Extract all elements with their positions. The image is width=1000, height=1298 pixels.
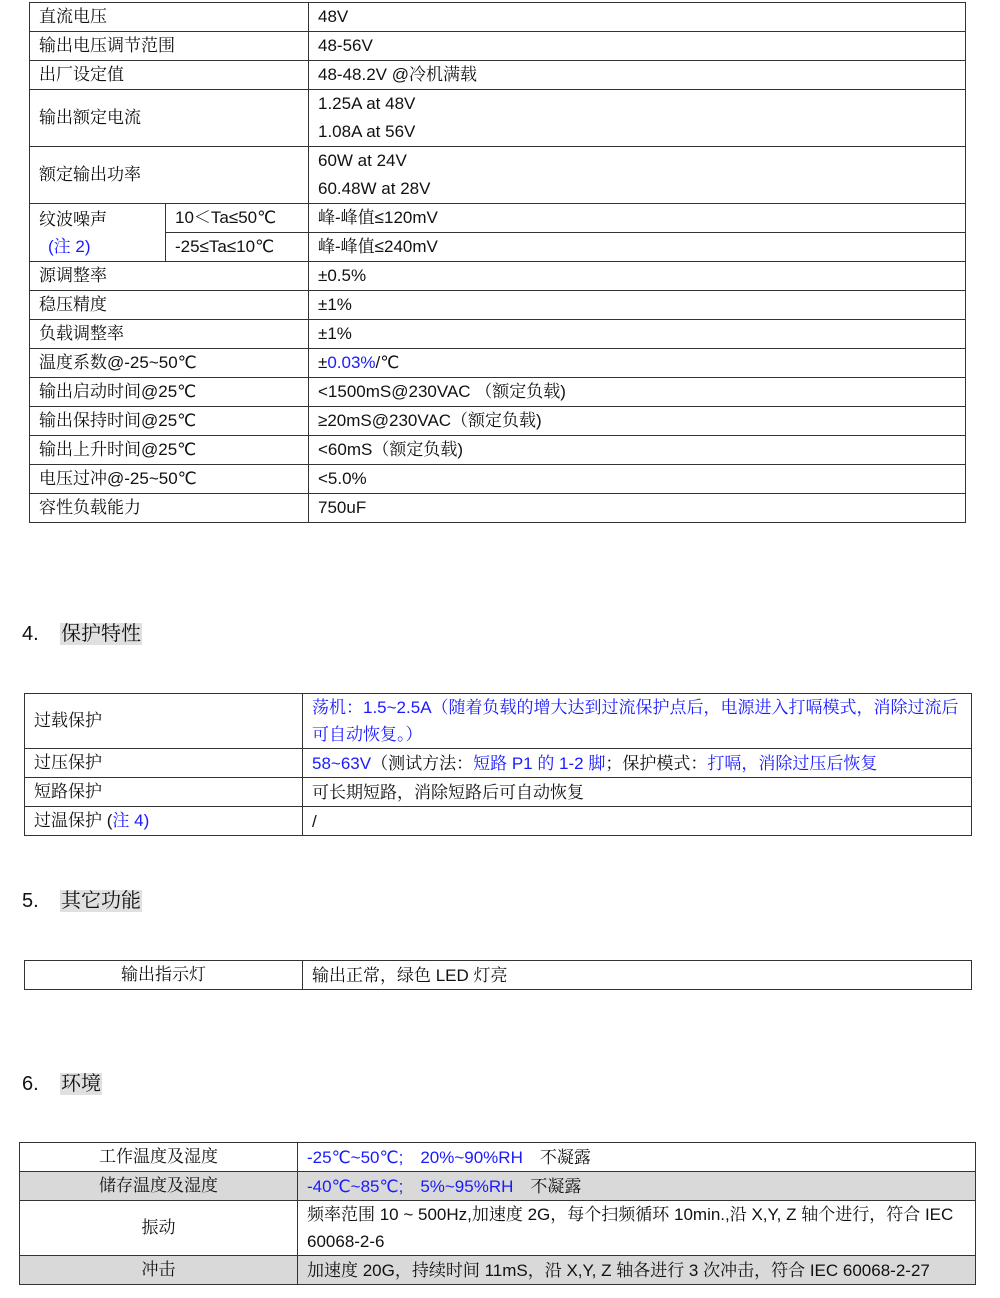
value-cell bbox=[309, 465, 966, 494]
text-segment: -40℃~85℃; 5%~95%RH bbox=[307, 1176, 514, 1196]
text-segment: 48-56V bbox=[318, 36, 373, 55]
condition-cell: 10＜Ta≤50℃ bbox=[166, 204, 309, 233]
value-line bbox=[318, 3, 956, 31]
value-cell bbox=[309, 90, 966, 147]
text-segment: ≥20mS@230VAC（额定负载) bbox=[318, 411, 542, 430]
value-cell bbox=[309, 494, 966, 523]
row-label: 负载调整率 bbox=[30, 320, 309, 349]
row-label bbox=[30, 204, 166, 262]
value-line bbox=[318, 465, 956, 493]
row-label: 出厂设定值 bbox=[30, 61, 309, 90]
value-cell: 峰-峰值≤240mV bbox=[309, 233, 966, 262]
text-segment: 48V bbox=[318, 7, 349, 26]
text-segment: 60W at 24V bbox=[318, 151, 407, 170]
text-segment: 不凝露 bbox=[522, 1147, 591, 1167]
value-line bbox=[318, 494, 956, 522]
row-label: 输出保持时间@25℃ bbox=[30, 407, 309, 436]
value-cell bbox=[303, 694, 972, 749]
table-row bbox=[20, 1201, 976, 1256]
value-line bbox=[318, 349, 956, 377]
text-segment: <60mS（额定负载) bbox=[318, 440, 463, 459]
other-functions-table bbox=[24, 960, 972, 990]
value-cell bbox=[309, 61, 966, 90]
value-cell bbox=[309, 407, 966, 436]
value-cell bbox=[298, 1172, 976, 1201]
table-row bbox=[30, 320, 966, 349]
text-segment: ± bbox=[318, 353, 328, 372]
table-row bbox=[30, 262, 966, 291]
table-row bbox=[30, 32, 966, 61]
table-row bbox=[25, 694, 972, 749]
note-link: (注 2) bbox=[48, 236, 91, 256]
value-line bbox=[318, 291, 956, 319]
protection-table bbox=[24, 693, 972, 836]
table-row bbox=[30, 494, 966, 523]
row-label: 输出上升时间@25℃ bbox=[30, 436, 309, 465]
text-segment: 48-48.2V @冷机满载 bbox=[318, 65, 477, 84]
value-cell bbox=[309, 320, 966, 349]
value-line bbox=[318, 147, 956, 175]
row-label bbox=[25, 961, 303, 990]
text-segment: 注 4) bbox=[112, 811, 150, 830]
row-label: 源调整率 bbox=[30, 262, 309, 291]
text-segment: （测试方法： bbox=[371, 753, 474, 773]
text-segment: 58~63V bbox=[312, 753, 372, 773]
value-cell bbox=[303, 778, 972, 807]
table-row bbox=[30, 204, 966, 233]
row-label: 额定输出功率 bbox=[30, 147, 309, 204]
text-segment: -25℃~50℃; 20%~90%RH bbox=[307, 1147, 523, 1167]
text-segment: ；保护模式： bbox=[605, 753, 708, 773]
text-segment: 过温保护 ( bbox=[34, 811, 113, 830]
row-label bbox=[25, 778, 303, 807]
value-line bbox=[318, 436, 956, 464]
text-segment: 工作温度及湿度 bbox=[99, 1147, 218, 1166]
row-label: 电压过冲@-25~50℃ bbox=[30, 465, 309, 494]
text-segment: 0.03% bbox=[327, 353, 376, 372]
value-cell bbox=[309, 147, 966, 204]
text-segment: 打嗝，消除过压后恢复 bbox=[707, 753, 878, 773]
table-row bbox=[30, 90, 966, 147]
text-segment: 可长期短路，消除短路后可自动恢复 bbox=[312, 782, 584, 802]
text-segment: ±1% bbox=[318, 324, 352, 343]
value-cell bbox=[303, 749, 972, 778]
row-label bbox=[25, 694, 303, 749]
value-cell bbox=[309, 3, 966, 32]
row-label: 容性负载能力 bbox=[30, 494, 309, 523]
row-label bbox=[20, 1256, 298, 1285]
label-text: 纹波噪声 bbox=[39, 209, 107, 229]
table-row bbox=[25, 749, 972, 778]
table-row bbox=[20, 1256, 976, 1285]
section-6-heading: 6. 环境 bbox=[22, 1073, 101, 1095]
text-segment: 短路 P1 的 1-2 脚 bbox=[473, 753, 606, 773]
table-row bbox=[30, 349, 966, 378]
row-label: 稳压精度 bbox=[30, 291, 309, 320]
value-line bbox=[318, 61, 956, 89]
table-row bbox=[25, 778, 972, 807]
text-segment: 加速度 20G，持续时间 11mS，沿 X,Y, Z 轴各进行 3 次冲击，符合 IEC 60068-2-27 bbox=[307, 1260, 930, 1280]
row-label bbox=[25, 807, 303, 836]
text-segment: 频率范围 10 ~ 500Hz,加速度 2G，每个扫频循环 10min.,沿 X,Y, Z 轴个进行，符合 IEC 60068-2-6 bbox=[307, 1205, 954, 1251]
text-segment: 输出指示灯 bbox=[121, 965, 206, 984]
table-row bbox=[30, 3, 966, 32]
table-row bbox=[25, 961, 972, 990]
value-cell bbox=[298, 1256, 976, 1285]
text-segment: 不凝露 bbox=[513, 1176, 582, 1196]
value-cell bbox=[309, 436, 966, 465]
row-label: 输出额定电流 bbox=[30, 90, 309, 147]
value-cell bbox=[309, 262, 966, 291]
value-line bbox=[318, 118, 956, 146]
table-row bbox=[30, 291, 966, 320]
text-segment: 1.25A at 48V bbox=[318, 94, 416, 113]
value-cell: 峰-峰值≤120mV bbox=[309, 204, 966, 233]
row-label: 温度系数@-25~50℃ bbox=[30, 349, 309, 378]
text-segment: 750uF bbox=[318, 498, 367, 517]
text-segment: /℃ bbox=[375, 353, 400, 372]
row-label bbox=[20, 1143, 298, 1172]
value-line bbox=[318, 407, 956, 435]
text-segment: <1500mS@230VAC （额定负载) bbox=[318, 382, 566, 401]
text-segment: 60.48W at 28V bbox=[318, 179, 431, 198]
value-cell bbox=[303, 961, 972, 990]
text-segment: 过载保护 bbox=[34, 711, 102, 730]
table-row bbox=[30, 436, 966, 465]
table-row bbox=[25, 807, 972, 836]
value-cell bbox=[309, 378, 966, 407]
text-segment: ±1% bbox=[318, 295, 352, 314]
text-segment: 振动 bbox=[141, 1218, 176, 1237]
text-segment: 短路保护 bbox=[34, 782, 102, 801]
text-segment: 1.08A at 56V bbox=[318, 122, 416, 141]
table-row bbox=[20, 1172, 976, 1201]
section-4-heading: 4. 保护特性 bbox=[22, 623, 141, 645]
text-segment: 输出正常，绿色 LED 灯亮 bbox=[312, 965, 508, 985]
environment-table bbox=[19, 1142, 976, 1285]
value-line bbox=[318, 32, 956, 60]
value-line bbox=[318, 378, 956, 406]
value-cell bbox=[303, 807, 972, 836]
value-line bbox=[318, 262, 956, 290]
row-label: 输出电压调节范围 bbox=[30, 32, 309, 61]
value-line bbox=[318, 90, 956, 118]
section-5-heading: 5. 其它功能 bbox=[22, 890, 141, 912]
text-segment: <5.0% bbox=[318, 469, 367, 488]
output-spec-table bbox=[29, 2, 966, 523]
table-row bbox=[30, 233, 966, 262]
table-row bbox=[20, 1143, 976, 1172]
value-cell bbox=[309, 349, 966, 378]
row-label bbox=[20, 1201, 298, 1256]
text-segment: / bbox=[312, 811, 317, 831]
table-row bbox=[30, 465, 966, 494]
table-row bbox=[30, 147, 966, 204]
value-line bbox=[318, 320, 956, 348]
text-segment: 储存温度及湿度 bbox=[99, 1176, 218, 1195]
text-segment: ±0.5% bbox=[318, 266, 367, 285]
value-cell bbox=[309, 291, 966, 320]
row-label: 输出启动时间@25℃ bbox=[30, 378, 309, 407]
table-row bbox=[30, 61, 966, 90]
value-cell bbox=[298, 1143, 976, 1172]
text-segment: 冲击 bbox=[141, 1260, 176, 1279]
row-label: 直流电压 bbox=[30, 3, 309, 32]
table-row bbox=[30, 378, 966, 407]
row-label bbox=[25, 749, 303, 778]
value-cell bbox=[309, 32, 966, 61]
value-line bbox=[318, 175, 956, 203]
value-cell bbox=[298, 1201, 976, 1256]
row-label bbox=[20, 1172, 298, 1201]
text-segment: 过压保护 bbox=[34, 753, 102, 772]
text-segment: 荡机：1.5~2.5A（随着负载的增大达到过流保护点后，电源进入打嗝模式，消除过流后可自动恢复。） bbox=[312, 698, 959, 744]
condition-cell: -25≤Ta≤10℃ bbox=[166, 233, 309, 262]
table-row bbox=[30, 407, 966, 436]
